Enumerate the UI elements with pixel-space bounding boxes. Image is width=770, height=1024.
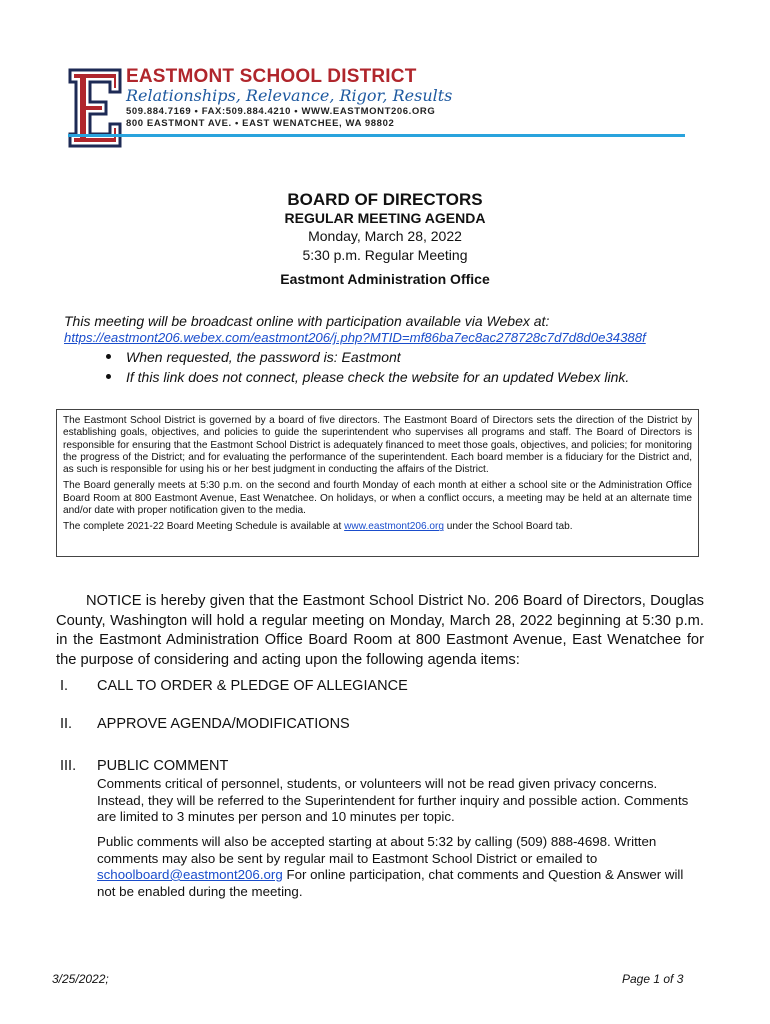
district-address: 800 EASTMONT AVE. • EAST WENATCHEE, WA 98802 <box>126 118 395 129</box>
district-tagline: Relationships, Relevance, Rigor, Results <box>126 86 453 105</box>
broadcast-intro: This meeting will be broadcast online with participation available via Webex at: <box>64 313 550 329</box>
schoolboard-email-link[interactable]: schoolboard@eastmont206.org <box>97 867 283 882</box>
info-paragraph: The complete 2021-22 Board Meeting Schedule is available at www.eastmont206.org under the School Board tab. <box>63 521 573 533</box>
agenda-item-number: II. <box>60 716 73 732</box>
page-number: Page 1 of 3 <box>622 972 684 986</box>
public-comment-options: Public comments will also be accepted starting at about 5:32 by calling (509) 888-4698. Written comments may also be sent by regular mail to Eastmont School District or emailed to schoolboard@eastmont206.org For online participation, chat comments and Question & Answer will not be enabled during the meeting. <box>97 834 684 899</box>
agenda-item-title: CALL TO ORDER & PLEDGE OF ALLEGIANCE <box>97 678 408 694</box>
agenda-item-number: III. <box>60 758 77 774</box>
public-comment-rules: Comments critical of personnel, students, or volunteers will not be read given privacy concerns. Instead, they will be referred to the Superintendent for further inquiry and possible action. Comments are limited to 3 minutes per person and 10 minutes per topic. <box>97 776 689 824</box>
bullet-icon <box>106 354 111 359</box>
board-info-box <box>56 409 699 557</box>
webex-link[interactable]: https://eastmont206.webex.com/eastmont206/j.php?MTID=mf86ba7ec8ac278728c7d7d8d0e34388f <box>64 330 646 345</box>
footer-date: 3/25/2022; <box>52 972 109 986</box>
district-contact: 509.884.7169 • FAX:509.884.4210 • WWW.EASTMONT206.ORG <box>126 106 436 117</box>
district-website-link[interactable]: www.eastmont206.org <box>344 521 444 533</box>
meeting-notice: NOTICE is hereby given that the Eastmont School District No. 206 Board of Directors, Douglas County, Washington will hold a regular meeting on Monday, March 28, 2022 beginning at 5:30 p.m. in the Eastmont Administration Office Board Room at 800 Eastmont Avenue, East Wenatchee for the purpose of considering and acting upon the following agenda items: <box>56 593 704 668</box>
agenda-item-number: I. <box>60 678 69 694</box>
agenda-item-title: APPROVE AGENDA/MODIFICATIONS <box>97 716 350 732</box>
agenda-item-title: PUBLIC COMMENT <box>97 758 229 774</box>
broadcast-bullets <box>104 348 629 388</box>
board-title: BOARD OF DIRECTORS <box>287 190 483 209</box>
info-paragraph: The Eastmont School District is governed by a board of five directors. The Eastmont Board of Directors sets the direction of the District by establishing goals, objectives, and policies to guide the superintendent who supervises all programs and staff. The Board of Directors is responsible for ensuring that the Eastmont School District is adequately financed to meet those goals, objectives, and policies; for monitoring the progress of the District; and for evaluating the performance of the superintendent. Each board member is a fiduciary for the District and, as such is responsible for using his or her best judgment in conducting the affairs of the District. <box>63 415 692 476</box>
meeting-time: 5:30 p.m. Regular Meeting <box>302 247 468 263</box>
meeting-location: Eastmont Administration Office <box>280 271 490 287</box>
bullet-icon <box>106 374 111 379</box>
meeting-date: Monday, March 28, 2022 <box>308 228 462 244</box>
district-name: EASTMONT SCHOOL DISTRICT <box>126 66 417 87</box>
agenda-type: REGULAR MEETING AGENDA <box>284 210 486 226</box>
list-item: When requested, the password is: Eastmont <box>104 348 629 368</box>
list-item: If this link does not connect, please check the website for an updated Webex link. <box>104 368 629 388</box>
info-paragraph: The Board generally meets at 5:30 p.m. on the second and fourth Monday of each month at either a school site or the Administration Office Board Room at 800 Eastmont Avenue, East Wenatchee. On holidays, or when a conflict occurs, a meeting may be held at an alternate time and/or date with proper notification given to the media. <box>63 480 692 517</box>
letterhead-rule <box>68 134 685 137</box>
